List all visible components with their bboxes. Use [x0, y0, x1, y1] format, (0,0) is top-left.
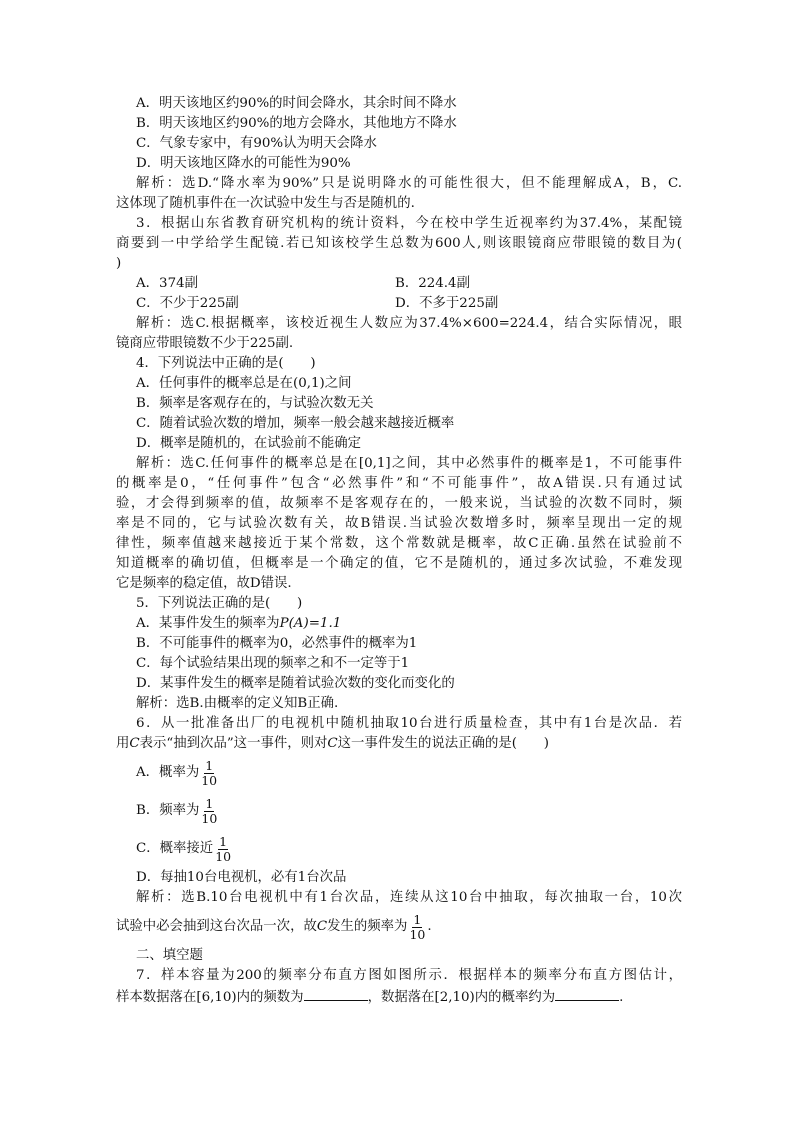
fraction-numerator: 1 — [413, 911, 422, 927]
q3-option-b: B．224.4副 — [395, 276, 470, 291]
q6-event-symbol: C — [129, 736, 140, 751]
q3-solution-line-2: 镜商应带眼镜数不少于225副. — [116, 336, 294, 351]
fraction-denominator: 10 — [201, 772, 218, 788]
fraction-denominator: 10 — [409, 926, 426, 942]
q6-solution-period: . — [427, 919, 432, 934]
fraction-numerator: 1 — [205, 757, 214, 773]
q6-option-a — [116, 754, 682, 792]
q3-stem-line-3: ) — [116, 256, 122, 271]
q2-option-b: B．明天该地区约90%的地方会降水，其他地方不降水 — [136, 116, 457, 131]
q2-option-a: A．明天该地区约90%的时间会降水，其余时间不降水 — [136, 96, 457, 111]
q6-solution-text: 试验中必会抽到这台次品一次，故 — [116, 919, 317, 934]
section-title-fill-in: 二、填空题 — [136, 948, 203, 963]
q6-stem-text: 这一事件发生的说法正确的是( ) — [337, 736, 549, 751]
q4-stem: 4．下列说法中正确的是( ) — [136, 356, 316, 371]
q5-option-a-formula: P(A)=1.1 — [279, 616, 342, 631]
fraction-numerator: 1 — [219, 833, 228, 849]
q5-stem: 5．下列说法正确的是( ) — [136, 596, 303, 611]
q4-option-d: D．概率是随机的，在试验前不能确定 — [136, 436, 361, 451]
q6-event-symbol: C — [316, 919, 328, 934]
q6-option-a-text: A．概率为 — [136, 765, 200, 780]
q2-option-d: D．明天该地区降水的可能性为90% — [136, 156, 351, 171]
q3-option-d: D．不多于225副 — [395, 296, 499, 311]
q5-option-d: D．某事件发生的概率是随着试验次数的变化而变化的 — [136, 676, 455, 691]
q4-option-a: A．任何事件的概率总是在(0,1)之间 — [136, 376, 352, 391]
fraction-one-tenth — [200, 797, 218, 826]
q6-solution-text: 发生的频率为 — [327, 919, 408, 934]
q6-option-b-text: B．频率为 — [136, 803, 200, 818]
q7-stem-text: ，数据落在[2,10)内的概率约为 — [367, 990, 556, 1005]
q5-option-a — [116, 614, 682, 634]
q6-option-d: D．每抽10台电视机，必有1台次品 — [136, 870, 347, 885]
q4-option-c: C．随着试验次数的增加，频率一般会越来越接近概率 — [136, 416, 455, 431]
q2-solution-line-2: 这体现了随机事件在一次试验中发生与否是随机的. — [116, 196, 415, 211]
q6-solution-line-1: 解析：选B.10台电视机中有1台次品，连续从这10台中抽取，每次抽取一台，10次 — [136, 890, 682, 905]
q4-solution-line-1: 解析：选C.任何事件的概率总是在[0,1]之间，其中必然事件的概率是1，不可能事件 — [136, 456, 682, 471]
q3-options-row-2 — [116, 294, 682, 314]
q4-solution-line-5: 律性，频率值越来越接近于某个常数，这个常数就是概率，故C正确.虽然在试验前不 — [116, 536, 682, 551]
q3-options-row-1 — [116, 274, 682, 294]
q4-solution-line-6: 知道概率的确切值，但概率是一个确定的值，它不是随机的，通过多次试验，不难发现 — [116, 556, 682, 571]
q5-option-a-text: A．某事件发生的频率为 — [136, 616, 280, 631]
q6-option-c-text: C．概率接近 — [136, 841, 214, 856]
q6-stem-line-2 — [116, 734, 682, 754]
fraction-one-tenth — [214, 835, 232, 864]
q5-option-c: C．每个试验结果出现的频率之和不一定等于1 — [136, 656, 410, 671]
q6-stem-text: 表示“抽到次品”这一事件，则对 — [139, 736, 328, 751]
q6-stem-line-1: 6．从一批准备出厂的电视机中随机抽取10台进行质量检查，其中有1台是次品．若 — [136, 716, 682, 731]
q7-stem-text: 样本数据落在[6,10)内的频数为 — [116, 990, 304, 1005]
q4-option-b: B．频率是客观存在的，与试验次数无关 — [136, 396, 374, 411]
q5-solution: 解析：选B.由概率的定义知B正确. — [136, 696, 339, 711]
q7-stem-line-1: 7．样本容量为200的频率分布直方图如图所示．根据样本的频率分布直方图估计， — [136, 968, 682, 983]
q6-option-c — [116, 830, 682, 868]
fraction-one-tenth — [408, 913, 426, 942]
q2-option-c: C．气象专家中，有90%认为明天会降水 — [136, 136, 377, 151]
q3-option-c: C．不少于225副 — [136, 296, 239, 311]
q4-solution-line-3: 验，才会得到频率的值，故频率不是客观存在的，一般来说，当试验的次数不同时，频 — [116, 496, 682, 511]
q3-stem-line-1: 3．根据山东省教育研究机构的统计资料，今在校中学生近视率约为37.4%，某配镜 — [136, 216, 682, 231]
q6-solution-line-2 — [116, 908, 682, 946]
q6-option-b — [116, 792, 682, 830]
fraction-denominator: 10 — [201, 810, 218, 826]
answer-blank-2 — [555, 986, 619, 1001]
q4-solution-line-2: 的概率是0，“任何事件”包含“必然事件”和“不可能事件”，故A错误.只有通过试 — [116, 476, 682, 491]
q7-stem-line-2 — [116, 986, 682, 1006]
q3-stem-line-2: 商要到一中学给学生配镜.若已知该校学生总数为600人,则该眼镜商应带眼镜的数目为( — [116, 236, 682, 251]
q4-solution-line-7: 它是频率的稳定值，故D错误. — [116, 576, 292, 591]
q6-stem-text: 用 — [116, 736, 130, 751]
q4-solution-line-4: 率是不同的，它与试验次数有关，故B错误.当试验次数增多时，频率呈现出一定的规 — [116, 516, 682, 531]
q5-option-b: B．不可能事件的概率为0，必然事件的概率为1 — [136, 636, 418, 651]
q6-event-symbol: C — [327, 736, 338, 751]
q3-option-a: A．374副 — [136, 276, 199, 291]
fraction-one-tenth — [200, 759, 218, 788]
answer-blank-1 — [304, 986, 368, 1001]
q3-solution-line-1: 解析：选C.根据概率，该校近视生人数应为37.4%×600=224.4，结合实际情况，眼 — [136, 316, 682, 331]
q2-solution-line-1: 解析：选D.“降水率为90%”只是说明降水的可能性很大，但不能理解成A，B，C. — [136, 176, 682, 191]
fraction-numerator: 1 — [205, 795, 214, 811]
document-body — [116, 94, 682, 1006]
fraction-denominator: 10 — [215, 848, 232, 864]
q7-period: . — [619, 990, 624, 1005]
